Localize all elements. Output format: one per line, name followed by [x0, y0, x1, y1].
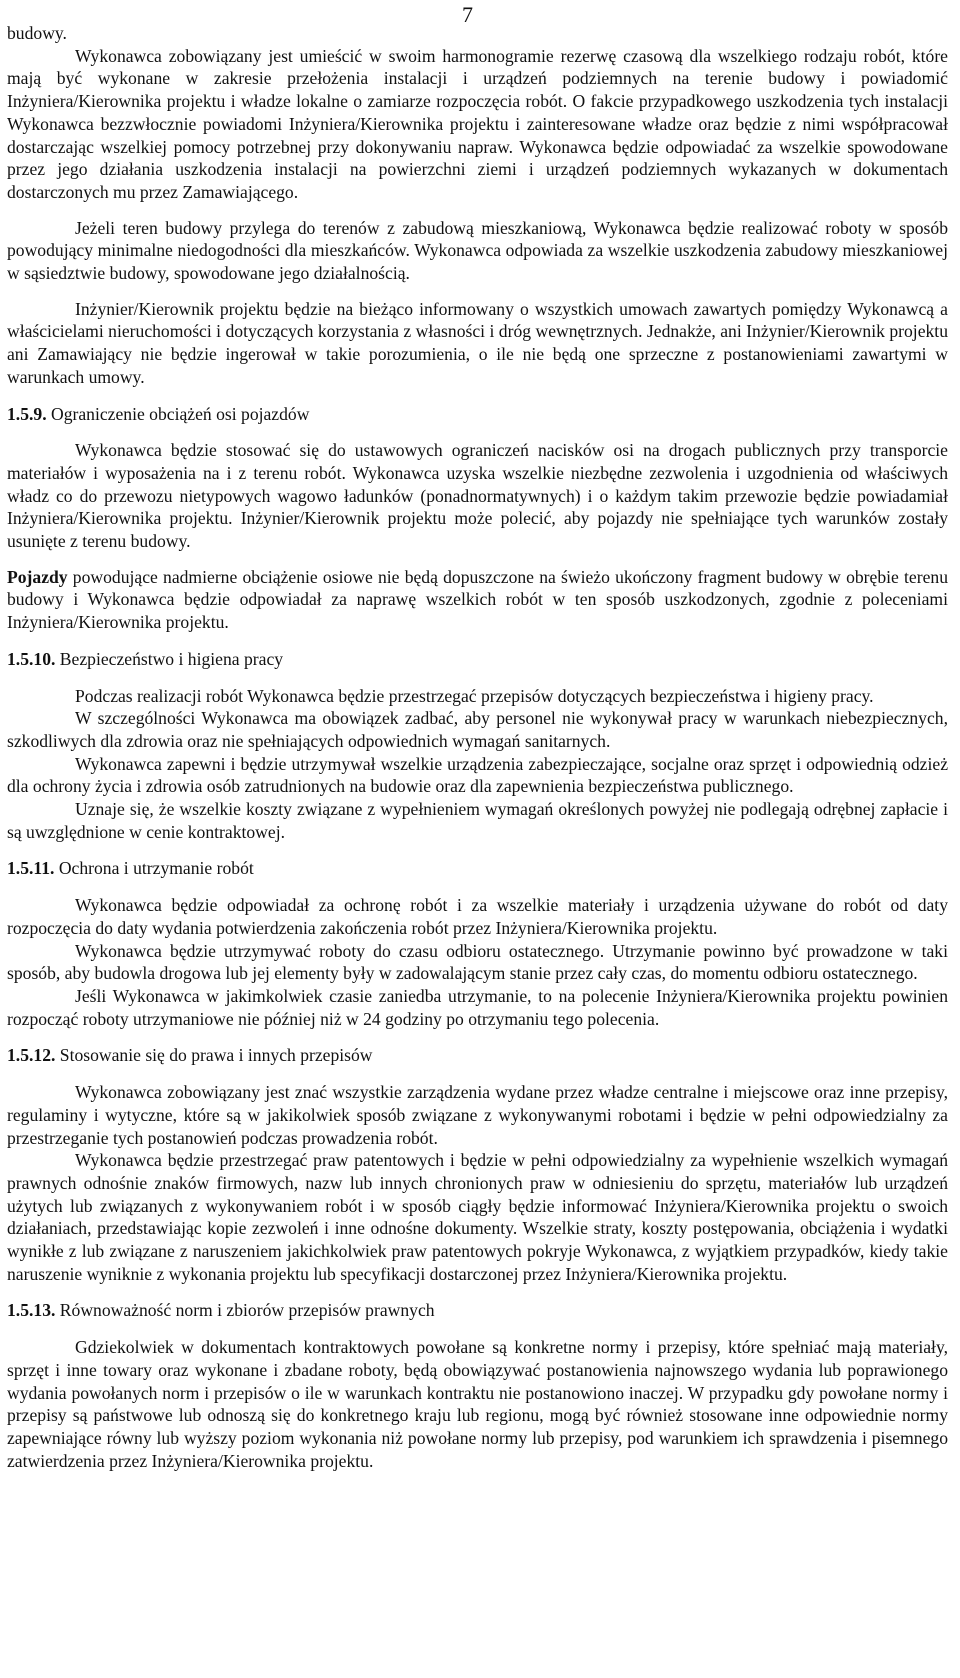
paragraph-text: Wykonawca zobowiązany jest umieścić w swoim harmonogramie rezerwę czasową dla wszelkiego rodzaju robót, które mają być wykonane w zakresie przełożenia instalacji i urządzeń podziemnych na terenie budowy i powiadomić Inżyniera/Kierownika projektu i władze lokalne o zamiarze rozpoczęcia robót. O fakcie przypadkowego uszkodzenia tych instalacji Wykonawca bezzwłocznie powiadomi Inżyniera/Kierownika projektu i zainteresowane władze oraz będzie z nimi współpracował dostarczając wszelkiej pomocy potrzebnej przy dokonywaniu napraw. Wykonawca będzie odpowiadać za wszelkie spowodowane przez jego działania uszkodzenia instalacji na powierzchni ziemi i urządzeń podziemnych wykazanych w dokumentach dostarczonych mu przez Zamawiającego.	[7, 45, 948, 202]
paragraph	[7, 298, 948, 389]
paragraph	[7, 940, 948, 985]
paragraph	[7, 566, 948, 634]
section-title: Bezpieczeństwo i higiena pracy	[59, 648, 284, 669]
paragraph-text: Podczas realizacji robót Wykonawca będzie przestrzegać przepisów dotyczących bezpieczeństwa i higieny pracy.	[75, 685, 874, 706]
section-title: Stosowanie się do prawa i innych przepisów	[59, 1045, 373, 1066]
bold-lead-word: Pojazdy	[7, 566, 68, 587]
paragraph-text: Wykonawca zapewni i będzie utrzymywał wszelkie urządzenia zabezpieczające, socjalne oraz sprzęt i odpowiednią odzież dla ochrony życia i zdrowia osób zatrudnionych na budowie oraz dla zapewnienia bezpieczeństwa publicznego.	[7, 753, 948, 797]
paragraph	[7, 217, 948, 285]
paragraph-text: Jeżeli teren budowy przylega do terenów z zabudową mieszkaniową, Wykonawca będzie realizować roboty w sposób powodujący minimalne niedogodności dla mieszkańców. Wykonawca odpowiada za wszelkie uszkodzenia zabudowy mieszkaniowej w sąsiedztwie budowy, spowodowane jego działalnością.	[7, 217, 948, 284]
paragraph	[7, 894, 948, 939]
paragraph-text: Inżynier/Kierownik projektu będzie na bieżąco informowany o wszystkich umowach zawartych pomiędzy Wykonawcą a właścicielami nieruchomości i dotyczących korzystania z własności i dróg wewnętrznych. Jednakże, ani Inżynier/Kierownik projektu ani Zamawiający nie będzie ingerował w takie porozumienia, o ile nie będą one sprzeczne z postanowieniami zawartymi w warunkach umowy.	[7, 298, 948, 387]
paragraph	[7, 798, 948, 843]
paragraph	[7, 1149, 948, 1285]
paragraph	[7, 1081, 948, 1149]
section-title: Ograniczenie obciążeń osi pojazdów	[51, 403, 310, 424]
section-heading	[7, 648, 948, 671]
section-heading	[7, 857, 948, 880]
paragraph-text: powodujące nadmierne obciążenie osiowe nie będą dopuszczone na świeżo ukończony fragment budowy w obrębie terenu budowy i Wykonawca będzie odpowiadał za naprawę wszelkich robót w ten sposób uszkodzonych, zgodnie z poleceniami Inżyniera/Kierownika projektu.	[7, 566, 948, 633]
paragraph-text: W szczególności Wykonawca ma obowiązek zadbać, aby personel nie wykonywał pracy w warunkach niebezpiecznych, szkodliwych dla zdrowia oraz nie spełniających odpowiednich wymagań sanitarnych.	[7, 708, 948, 751]
paragraph-text: Wykonawca zobowiązany jest znać wszystkie zarządzenia wydane przez władze centralne i miejscowe oraz inne przepisy, regulaminy i wytyczne, które są w jakikolwiek sposób związane z wykonywanymi robotami i będzie w pełni odpowiedzialny za przestrzeganie tych postanowień podczas prowadzenia robót.	[7, 1082, 948, 1148]
paragraph	[7, 753, 948, 798]
section-heading	[7, 403, 948, 426]
paragraph	[7, 0, 948, 45]
document-body	[7, 0, 948, 1472]
section-number: 1.5.9.	[7, 403, 47, 424]
paragraph-text: Gdziekolwiek w dokumentach kontraktowych powołane są konkretne normy i przepisy, które spełniać mają materiały, sprzęt i inne towary oraz wykonane i zbadane roboty, będą obowiązywać postanowienia najnowszego wydania lub poprawionego wydania powołanych norm i przepisów o ile w warunkach kontraktu nie postanowiono inaczej. W przypadku gdy powołane normy i przepisy są państwowe lub odnoszą się do konkretnego kraju lub regionu, mogą być również stosowane inne odpowiednie normy zapewniające równy lub wyższy poziom wykonania niż powołane normy lub przepisy, pod warunkiem ich sprawdzenia i pisemnego zatwierdzenia przez Inżyniera/Kierownika projektu.	[7, 1337, 948, 1471]
paragraph	[7, 1336, 948, 1472]
section-heading	[7, 1044, 948, 1067]
section-number: 1.5.11.	[7, 858, 55, 879]
paragraph-text: budowy.	[7, 23, 67, 43]
paragraph-text: Wykonawca będzie przestrzegać praw patentowych i będzie w pełni odpowiedzialny za wypełnienie wszelkich wymagań prawnych odnośnie znaków firmowych, nazw lub innych chronionych praw w odniesieniu do sprzętu, materiałów lub urządzeń użytych lub związanych z wykonywaniem robót i w sposób ciągły będzie informować Inżyniera/Kierownika projektu o swoich działaniach, przedstawiając kopie zezwoleń i inne odnośne dokumenty. Wszelkie straty, koszty postępowania, obciążenia i wydatki wynikłe z lub związane z naruszeniem jakichkolwiek praw patentowych pokryje Wykonawca, z wyjątkiem przypadków, kiedy takie naruszenie wyniknie z wykonania projektu lub specyfikacji dostarczonej przez Inżyniera/Kierownika projektu.	[7, 1150, 948, 1284]
section-title: Ochrona i utrzymanie robót	[58, 858, 254, 879]
section-title: Równoważność norm i zbiorów przepisów prawnych	[59, 1300, 435, 1321]
section-number: 1.5.12.	[7, 1045, 56, 1066]
paragraph-text: Wykonawca będzie odpowiadał za ochronę robót i za wszelkie materiały i urządzenia używane do robót od daty rozpoczęcia do daty wydania potwierdzenia zakończenia robót przez Inżyniera/Kierownika projektu.	[7, 895, 948, 938]
paragraph	[7, 985, 948, 1030]
paragraph	[7, 707, 948, 752]
paragraph	[7, 685, 948, 708]
section-heading	[7, 1299, 948, 1322]
section-number: 1.5.10.	[7, 648, 56, 669]
page-number: 7	[462, 2, 473, 27]
section-number: 1.5.13.	[7, 1300, 56, 1321]
paragraph-text: Uznaje się, że wszelkie koszty związane z wypełnieniem wymagań określonych powyżej nie podlegają odrębnej zapłacie i są uwzględnione w cenie kontraktowej.	[7, 799, 948, 842]
paragraph-text: Wykonawca będzie utrzymywać roboty do czasu odbioru ostatecznego. Utrzymanie powinno być prowadzone w taki sposób, aby budowla drogowa lub jej elementy były w zadowalającym stanie przez cały czas, do momentu odbioru ostatecznego.	[7, 940, 948, 984]
paragraph	[7, 45, 948, 204]
paragraph-text: Wykonawca będzie stosować się do ustawowych ograniczeń nacisków osi na drogach publicznych przy transporcie materiałów i wyposażenia na i z terenu robót. Wykonawca uzyska wszelkie niezbędne zezwolenia i uzgodnienia od właściwych władz co do przewozu nietypowych wagowo ładunków (ponadnormatywnych) i o każdym takim przewozie będzie powiadamiał Inżyniera/Kierownika projektu. Inżynier/Kierownik projektu może polecić, aby pojazdy nie spełniające tych warunków zostały usunięte z terenu budowy.	[7, 440, 948, 552]
paragraph	[7, 439, 948, 553]
paragraph-text: Jeśli Wykonawca w jakimkolwiek czasie zaniedba utrzymanie, to na polecenie Inżyniera/Kierownika projektu powinien rozpocząć roboty utrzymaniowe nie później niż w 24 godziny po otrzymaniu tego polecenia.	[7, 986, 948, 1029]
